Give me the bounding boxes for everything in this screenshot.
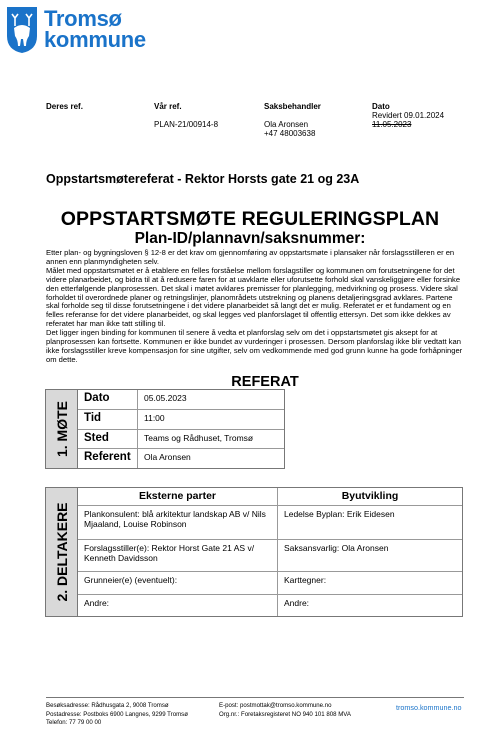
meeting-rows — [78, 390, 284, 468]
participant-external: Grunneier(e) (eventuelt): — [78, 572, 278, 594]
coat-of-arms-icon — [6, 6, 38, 54]
meeting-row-dato — [78, 390, 284, 410]
intro-paragraph-3: Det ligger ingen binding for kommunen til senere å vedta et planforslag selv om det i oppstartsmøtet gis aksept for at planprosessen kan fortsette. Kommunen er ikke bundet av vurderinger i prosessen. Dersom planforslag ikke blir vedtatt kan ikke forslagsstiller kreve kompensasjon for sine utgifter, selv om vedkommende med god grunn kunne ha gode forhåpninger om dette. — [46, 328, 463, 364]
column-header-byutvikling: Byutvikling — [341, 490, 399, 502]
meeting-side-label: 1. MØTE — [53, 400, 70, 458]
meeting-row-sted — [78, 430, 284, 450]
footer-phone: Telefon: 77 79 00 00 — [46, 719, 102, 727]
meeting-row-referent — [78, 449, 284, 468]
referat-heading: REFERAT — [231, 374, 299, 390]
table-row — [78, 540, 462, 572]
ref-dato-col — [372, 102, 444, 129]
meeting-value: Ola Aronsen — [144, 452, 191, 463]
page-subtitle: Plan-ID/plannavn/saksnummer: — [134, 230, 366, 247]
meeting-table — [45, 389, 285, 469]
tromso-logo — [6, 6, 146, 54]
table-row — [78, 506, 462, 540]
ref-var-label: Vår ref. — [154, 102, 182, 111]
meeting-label: Tid — [78, 410, 138, 429]
column-header-external: Eksterne parter — [78, 488, 278, 505]
ref-var-col — [154, 102, 218, 129]
ref-dato-label: Dato — [372, 102, 390, 111]
footer-website-link[interactable]: tromso.kommune.no — [396, 703, 462, 712]
table-row — [78, 595, 462, 616]
participants-header-row — [78, 488, 462, 506]
meeting-value: 11:00 — [144, 412, 165, 423]
ref-deres-label: Deres ref. — [46, 102, 83, 111]
meeting-value: 05.05.2023 — [144, 393, 187, 403]
ref-saksbehandler-name: Ola Aronsen — [264, 120, 309, 129]
intro-paragraph-1: Etter plan- og bygningsloven § 12-8 er det krav om gjennomføring av oppstartsmøte i plansaker når forslagsstilleren er en annen enn planmyndigheten selv. — [46, 248, 455, 266]
participants-side-label: 2. DELTAKERE — [53, 502, 70, 602]
footer-email: E-post: postmottak@tromso.kommune.no — [219, 702, 332, 709]
footer-postal-address: Postadresse: Postboks 6900 Langnes, 9299 Tromsø — [46, 710, 188, 718]
ref-dato-original: 11.05.2023 — [372, 120, 412, 129]
ref-var-value: PLAN-21/00914-8 — [154, 120, 219, 129]
intro-text — [46, 249, 468, 365]
participant-external: Forslagsstiller(e): Rektor Horst Gate 21 AS v/ Kenneth Davidsson — [78, 540, 278, 571]
footer-orgnr: Org.nr.: Foretaksregisteret NO 940 101 808 MVA — [219, 710, 351, 718]
participants-grid — [78, 488, 462, 616]
document-subject: Oppstartsmøtereferat - Rektor Horsts gate 21 og 23A — [46, 172, 360, 186]
ref-saksbehandler-label: Saksbehandler — [264, 102, 321, 111]
participant-internal: Andre: — [284, 598, 310, 608]
ref-dato-revised: Revidert 09.01.2024 — [372, 111, 445, 120]
participant-internal: Ledelse Byplan: Erik Eidesen — [284, 509, 395, 519]
logo-line-1: Tromsø — [44, 6, 122, 31]
meeting-label: Sted — [78, 430, 138, 449]
participants-side-panel — [46, 488, 78, 616]
footer-address — [46, 702, 188, 728]
ref-saksbehandler-phone: +47 48003638 — [264, 129, 316, 138]
footer-visit-address: Besøksadresse: Rådhusgata 2, 9008 Tromsø — [46, 702, 169, 709]
meeting-label: Dato — [78, 390, 138, 409]
intro-paragraph-2: Målet med oppstartsmøtet er å etablere en felles forståelse mellom forslagstiller og kommunen om forutsetningene for det videre planarbeidet, og bidra til at å redusere faren for at uavklarte eller uforutsette forhold skal vanskeliggjøre eller forsinke den etterfølgende planprosessen. Det skal i møtet avklares premisser for planlegging, medvirkning og prosess. Videre skal forholdet til overordnede planer og retningslinjer, planområdets utstrekning og planens detaljeringsgrad avklares. Partene skal forholde seg til disse forutsetningene i det videre planarbeidet så langt det er mulig. Referatet er et fundament og en felles referanse for det videre planarbeidet, og skal legges ved planforslaget til offentlig ettersyn. Det som ikke dekkes av referatet har man ikke tatt stilling til. — [46, 265, 461, 329]
meeting-row-tid — [78, 410, 284, 430]
meeting-value: Teams og Rådhuset, Tromsø — [144, 432, 254, 443]
participant-internal: Saksansvarlig: Ola Aronsen — [284, 543, 389, 553]
footer-contact — [219, 702, 351, 719]
logo-wordmark — [44, 8, 146, 50]
participants-table — [45, 487, 463, 617]
table-row — [78, 572, 462, 595]
ref-saksbehandler-col — [264, 102, 321, 138]
page-title: OPPSTARTSMØTE REGULERINGSPLAN — [60, 208, 440, 230]
participant-external: Plankonsulent: blå arkitektur landskap AB v/ Nils Mjaaland, Louise Robinson — [78, 506, 278, 539]
participant-internal: Karttegner: — [284, 575, 327, 585]
participant-external: Andre: — [78, 595, 278, 616]
meeting-label: Referent — [78, 449, 138, 468]
ref-deres-col — [46, 102, 83, 111]
logo-line-2: kommune — [44, 27, 146, 52]
meeting-side-panel — [46, 390, 78, 468]
footer-divider — [46, 697, 464, 698]
